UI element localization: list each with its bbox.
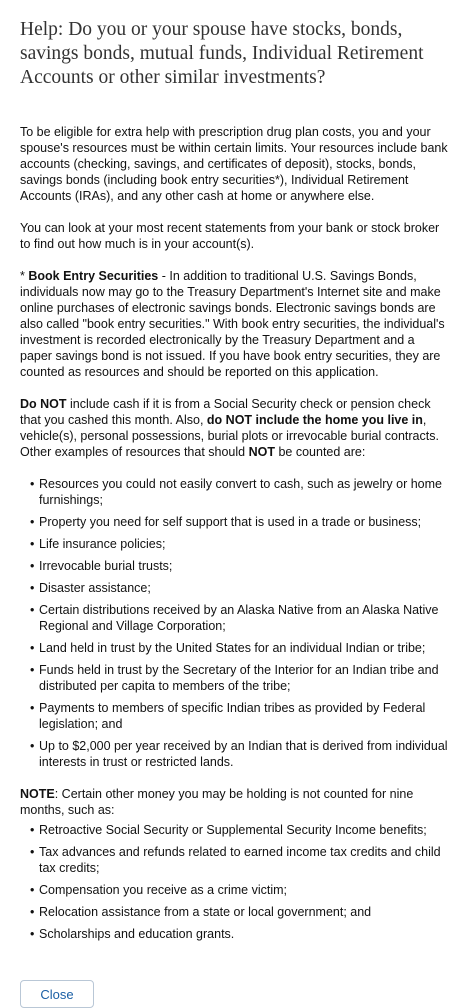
do-not-text-1: include cash if it is from a Social Security check or pension check that you cashed this month. Also, [20, 397, 431, 427]
excluded-resources-list [20, 476, 450, 770]
list-item: • Tax advances and refunds related to earned income tax credits and child tax credits; [30, 844, 450, 876]
list-item: • Funds held in trust by the Secretary of the Interior for an Indian tribe and distributed per capita to members of the tribe; [30, 662, 450, 694]
do-not-text-2: , vehicle(s), personal possessions, burial plots or irrevocable burial contracts. Other examples of resources that should [20, 413, 439, 459]
list-item: • Irrevocable burial trusts; [30, 558, 450, 574]
list-item: • Payments to members of specific Indian tribes as provided by Federal legislation; and [30, 700, 450, 732]
list-item: • Scholarships and education grants. [30, 926, 450, 942]
list-item: • Compensation you receive as a crime victim; [30, 882, 450, 898]
list-item: • Land held in trust by the United States for an individual Indian or tribe; [30, 640, 450, 656]
note-label: NOTE [20, 787, 55, 801]
book-entry-prefix: * [20, 269, 29, 283]
do-not-text-3: be counted are: [274, 445, 366, 459]
list-item: • Up to $2,000 per year received by an Indian that is derived from individual interests in trust or restricted lands. [30, 738, 450, 770]
list-item: • Certain distributions received by an Alaska Native from an Alaska Native Regional and Village Corporation; [30, 602, 450, 634]
book-entry-paragraph [20, 268, 450, 380]
nine-month-list [20, 822, 450, 942]
close-button[interactable]: Close [20, 980, 94, 1008]
note-text: : Certain other money you may be holding is not counted for nine months, such as: [20, 787, 414, 817]
list-item: • Retroactive Social Security or Supplemental Security Income benefits; [30, 822, 450, 838]
do-not-paragraph [20, 396, 450, 460]
help-title: Help: Do you or your spouse have stocks, bonds, savings bonds, mutual funds, Individual Retirement Accounts or other similar investments? [20, 19, 424, 88]
statements-paragraph: You can look at your most recent statements from your bank or stock broker to find out how much is in your account(s). [20, 221, 440, 251]
list-item: • Property you need for self support that is used in a trade or business; [30, 514, 450, 530]
book-entry-text: - In addition to traditional U.S. Savings Bonds, individuals now may go to the Treasury Department's Internet site and make online purchases of electronic savings bonds. Electronic savings bonds are also called "book entry securities." With book entry securities, the individual's investment is recorded electronically by the Treasury Department and a paper savings bond is not issued. If you have book entry securities, they are counted as resources and should be reported on this application. [20, 269, 445, 379]
note-paragraph [20, 786, 450, 818]
list-item: • Resources you could not easily convert to cash, such as jewelry or home furnishings; [30, 476, 450, 508]
do-not-bold-1: Do NOT [20, 397, 67, 411]
intro-paragraph: To be eligible for extra help with prescription drug plan costs, you and your spouse's resources must be within certain limits. Your resources include bank accounts (checking, savings, and certificates of deposit), stocks, bonds, savings bonds (including book entry securities*), Individual Retirement Accounts (IRAs), and any other cash at home or anywhere else. [20, 125, 448, 203]
book-entry-term: Book Entry Securities [28, 269, 159, 283]
list-item: • Relocation assistance from a state or local government; and [30, 904, 450, 920]
list-item: • Disaster assistance; [30, 580, 450, 596]
list-item: • Life insurance policies; [30, 536, 450, 552]
do-not-bold-3: NOT [248, 445, 275, 459]
do-not-bold-2: do NOT include the home you live in [206, 413, 423, 427]
